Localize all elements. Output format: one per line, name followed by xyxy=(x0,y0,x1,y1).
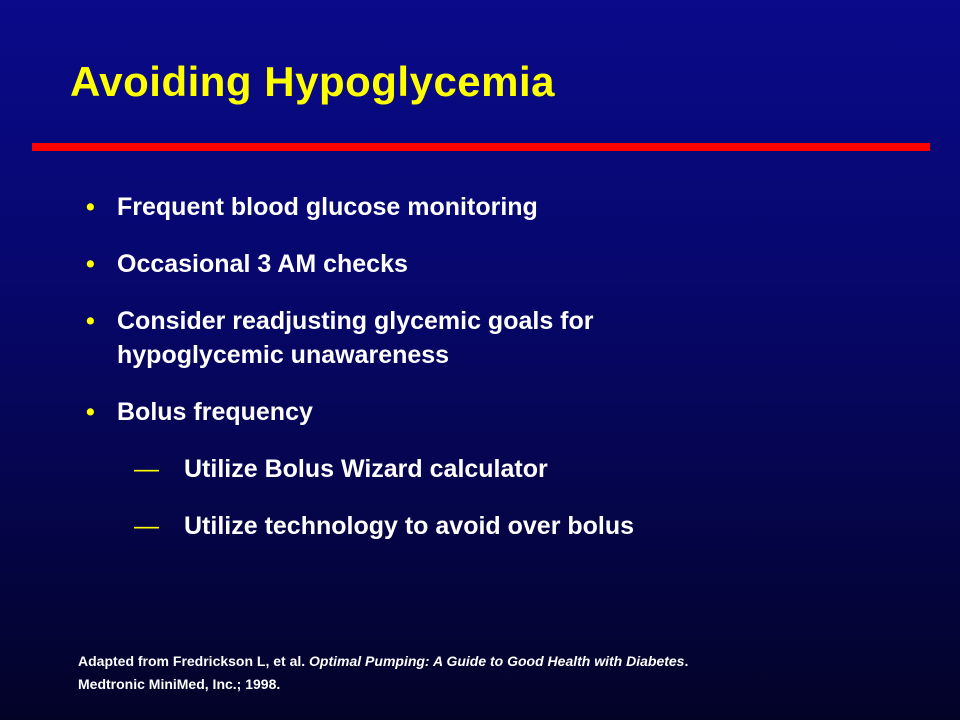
bullet-item xyxy=(86,395,926,429)
bullet-marker: • xyxy=(86,250,95,278)
bullet-marker: • xyxy=(86,193,95,221)
bullet-item xyxy=(86,304,926,372)
bullet-marker: • xyxy=(86,398,95,426)
bullet-text: Consider readjusting glycemic goals for hypoglycemic unawareness xyxy=(117,307,594,369)
title-divider xyxy=(32,143,930,151)
source-citation xyxy=(78,650,688,696)
citation-prefix: Adapted from Fredrickson L, et al. xyxy=(78,653,310,669)
slide-title: Avoiding Hypoglycemia xyxy=(70,58,556,105)
dash-marker: — xyxy=(134,455,159,483)
bullet-text: Bolus frequency xyxy=(117,398,313,426)
citation-line-1 xyxy=(78,650,688,673)
bullet-text: Occasional 3 AM checks xyxy=(117,250,408,278)
citation-suffix: . xyxy=(684,653,689,669)
bullet-marker: • xyxy=(86,307,95,335)
bullet-item xyxy=(86,190,926,224)
bullet-list xyxy=(86,190,926,566)
citation-title: Optimal Pumping: A Guide to Good Health with Diabetes xyxy=(309,653,685,669)
dash-marker: — xyxy=(134,512,159,540)
sub-bullet-item xyxy=(86,509,926,543)
sub-bullet-text: Utilize technology to avoid over bolus xyxy=(184,512,635,540)
citation-line-2: Medtronic MiniMed, Inc.; 1998. xyxy=(78,676,281,692)
bullet-text: Frequent blood glucose monitoring xyxy=(117,193,538,221)
sub-bullet-item xyxy=(86,452,926,486)
bullet-item xyxy=(86,247,926,281)
sub-bullet-text: Utilize Bolus Wizard calculator xyxy=(184,455,548,483)
